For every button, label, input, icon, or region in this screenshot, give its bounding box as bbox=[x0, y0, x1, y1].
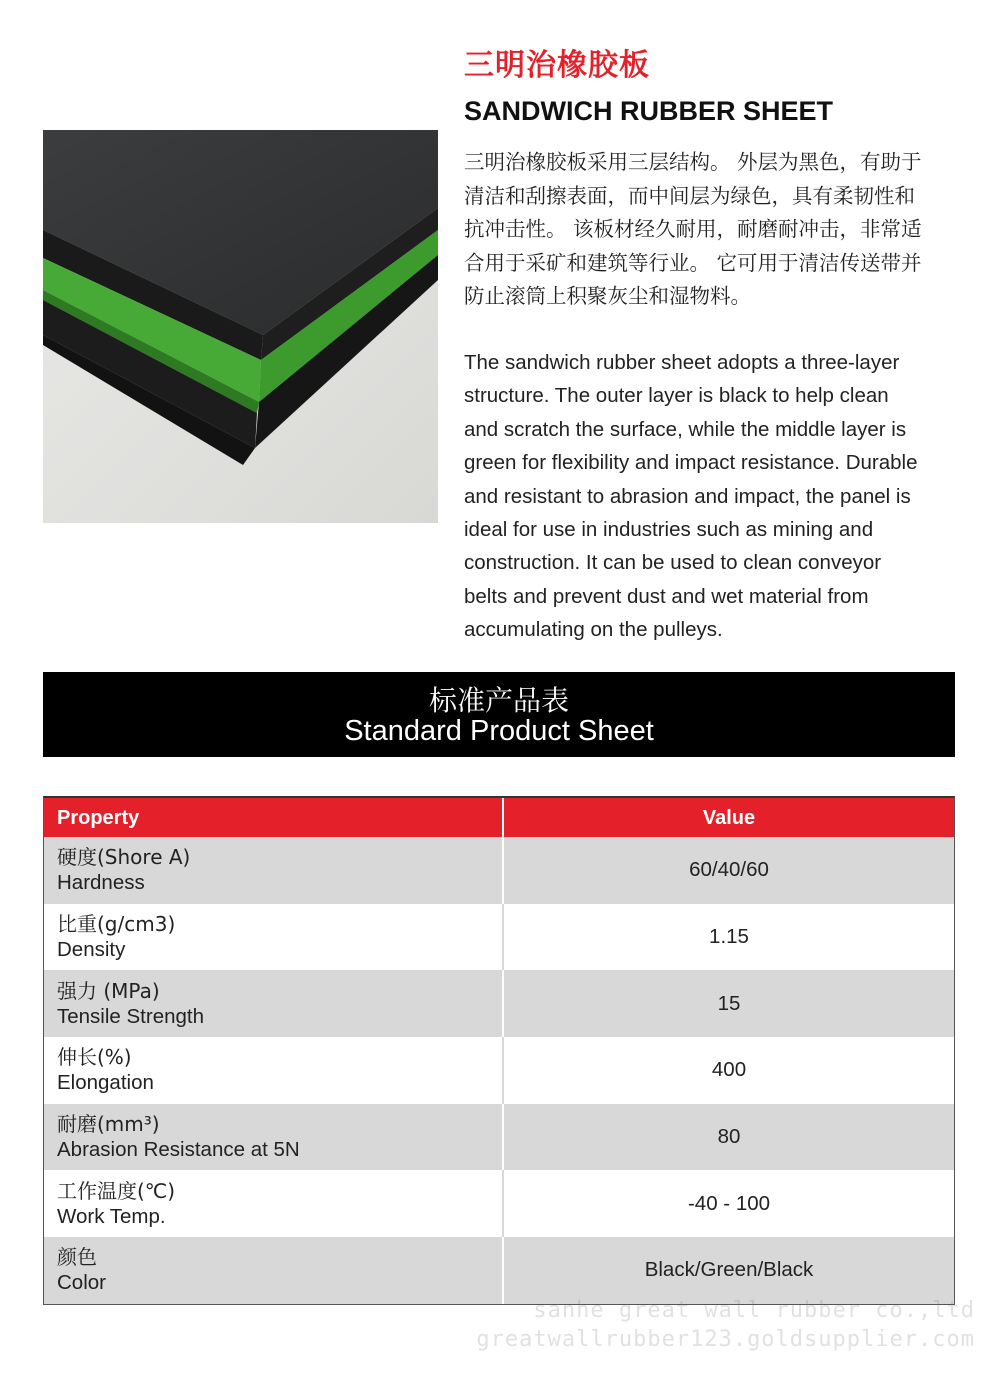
table-row bbox=[44, 837, 954, 904]
property-name-cn: 硬度(Shore A) bbox=[57, 845, 191, 870]
spec-table bbox=[43, 796, 955, 1305]
description-cn-line: 防止滚筒上积聚灰尘和湿物料。 bbox=[464, 284, 751, 308]
table-row bbox=[44, 1037, 954, 1104]
product-title-cn: 三明治橡胶板 bbox=[464, 48, 650, 83]
value-cell: -40 - 100 bbox=[687, 1191, 771, 1215]
table-header-row bbox=[44, 798, 954, 837]
description-cn-line: 抗冲击性。 该板材经久耐用，耐磨耐冲击，非常适 bbox=[464, 217, 922, 241]
table-row bbox=[44, 970, 954, 1037]
description-cn-line: 清洁和刮擦表面，而中间层为绿色，具有柔韧性和 bbox=[464, 183, 915, 208]
header-value: Value bbox=[702, 807, 756, 829]
property-cell bbox=[44, 904, 504, 971]
banner-title-cn: 标准产品表 bbox=[428, 684, 569, 717]
value-cell: 80 bbox=[717, 1125, 741, 1149]
description-en-line: The sandwich rubber sheet adopts a three-layer bbox=[464, 351, 900, 374]
table-row bbox=[44, 1237, 954, 1304]
description-en-line: ideal for use in industries such as mining and bbox=[464, 518, 874, 542]
watermark-url: greatwallrubber123.goldsupplier.com bbox=[476, 1327, 975, 1352]
property-cell bbox=[44, 1037, 504, 1104]
property-cell bbox=[44, 1104, 504, 1171]
product-photo bbox=[43, 130, 438, 523]
property-name-en: Elongation bbox=[57, 1071, 154, 1095]
description-cn-line: 三明治橡胶板采用三层结构。 外层为黑色，有助于 bbox=[464, 150, 922, 174]
property-name-en: Abrasion Resistance at 5N bbox=[57, 1138, 300, 1162]
description-cn-line: 合用于采矿和建筑等行业。 它可用于清洁传送带并 bbox=[464, 250, 922, 275]
property-name-cn: 强力 (MPa) bbox=[57, 978, 160, 1003]
description-en-line: and resistant to abrasion and impact, the panel is bbox=[464, 484, 911, 508]
property-name-cn: 工作温度(℃) bbox=[57, 1178, 176, 1203]
description-en-line: accumulating on the pulleys. bbox=[464, 618, 723, 642]
value-cell: 60/40/60 bbox=[689, 858, 769, 882]
table-row bbox=[44, 1104, 954, 1171]
property-name-cn: 伸长(%) bbox=[57, 1045, 132, 1070]
description-cn bbox=[464, 146, 969, 314]
property-name-cn: 比重(g/cm3) bbox=[57, 912, 176, 937]
standard-sheet-banner bbox=[43, 672, 955, 757]
value-cell: Black/Green/Black bbox=[644, 1258, 814, 1282]
property-cell bbox=[44, 837, 504, 904]
value-cell: 1.15 bbox=[709, 925, 749, 949]
property-name-en: Hardness bbox=[57, 871, 145, 895]
value-cell: 15 bbox=[717, 991, 741, 1015]
table-row bbox=[44, 904, 954, 971]
property-name-en: Tensile Strength bbox=[57, 1004, 205, 1028]
description-en-line: structure. The outer layer is black to help clean bbox=[464, 384, 889, 408]
property-name-cn: 颜色 bbox=[57, 1245, 97, 1270]
property-name-cn: 耐磨(mm³) bbox=[57, 1112, 160, 1137]
property-name-en: Density bbox=[57, 938, 126, 962]
description-en bbox=[464, 346, 969, 647]
property-name-en: Work Temp. bbox=[57, 1204, 166, 1228]
description-en-line: belts and prevent dust and wet material from bbox=[464, 584, 869, 608]
watermark-company: sanhe great wall rubber co.,ltd bbox=[533, 1298, 975, 1323]
description-en-line: and scratch the surface, while the middle layer is bbox=[464, 417, 907, 441]
banner-title-en: Standard Product Sheet bbox=[344, 715, 654, 747]
description-en-line: construction. It can be used to clean conveyor bbox=[464, 551, 882, 575]
property-cell bbox=[44, 970, 504, 1037]
sandwich-sheet-image bbox=[43, 130, 438, 523]
description-en-line: green for flexibility and impact resistance. Durable bbox=[464, 451, 918, 475]
property-cell bbox=[44, 1237, 504, 1304]
property-name-en: Color bbox=[57, 1271, 106, 1295]
product-title-en: SANDWICH RUBBER SHEET bbox=[464, 96, 834, 126]
header-property: Property bbox=[44, 798, 504, 837]
property-cell bbox=[44, 1170, 504, 1237]
value-cell: 400 bbox=[711, 1058, 747, 1082]
table-row bbox=[44, 1170, 954, 1237]
